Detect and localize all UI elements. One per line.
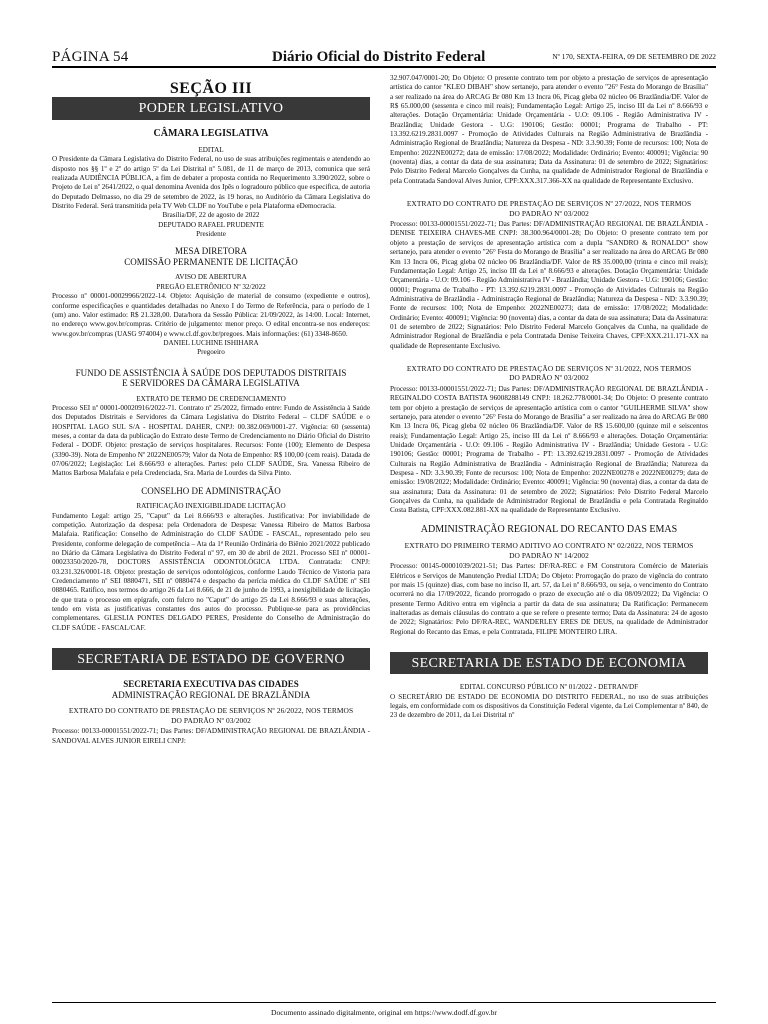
aviso-title: AVISO DE ABERTURA xyxy=(175,273,247,282)
aviso-signer: DANIEL LUCHINE ISHIHARA xyxy=(163,338,259,347)
heading-conselho: CONSELHO DE ADMINISTRAÇÃO xyxy=(141,485,281,496)
edital-signer: DEPUTADO RAFAEL PRUDENTE xyxy=(158,220,264,229)
ratificacao-body: Fundamento Legal: artigo 25, "Caput" da Lei 8.666/93 e alterações. Justificativa: Por inviabilidade de competição. Autorização da despesa: pela Ordenadora de Despesa: Vanessa Ribeiro de Mattos Barbosa Malafaia. Ratificação: Conselho de Administração do CLDF SAÚDE - FASCAL, representado pelo seu Presidente, conforme delegação de competência – Ata da 1ª Reunião Ordinária do Biênio 2021/2022 publicado no Diário da Câmara Legislativa do Distrito Federal nº 97, em 30 de abril de 2021. Processo SEI nº 00001-00023350/2020-78, DOCTORS ASSISTÊNCIA ODONTOLÓGICA LTDA. Contratada: CNPJ: 03.231.326/0001-18. Objeto: prestação de serviços odontológicos, conforme Laudo Técnico de Vistoria para Credenciamento nº SEI 0880471, SEI nº 0880474 e despacho da perícia médica do CLDF SAÚDE nº SEI 0880465. Ratifico, nos termos do artigo 26 da Lei 8.666, de 21 de junho de 1993, a inexigibilidade de licitação de que trata o processo em epígrafe, com fulcro no "Caput" do artigo 25 da Lei 8.666/93 e suas alterações, tendo em vista as justificativas constantes dos autos do processo. Publique-se para as providências complementares. GLESLIA PONTES DELGADO PERES, Presidente do Conselho de Administração do CLDF SAÚDE - FASCAL/CAF. xyxy=(52,511,370,632)
extrato-31-title: EXTRATO DO CONTRATO DE PRESTAÇÃO DE SERVIÇOS Nº 31/2022, NOS TERMOS DO PADRÃO Nº 03/2002 xyxy=(406,363,692,383)
edital-title: EDITAL xyxy=(198,146,224,155)
heading-camara: CÂMARA LEGISLATIVA xyxy=(153,127,269,139)
aviso-role: Pregoeiro xyxy=(197,348,225,357)
ratificacao-title: RATIFICAÇÃO INEXIGIBILIDADE LICITAÇÃO xyxy=(136,502,286,511)
heading-recanto-das-emas: ADMINISTRAÇÃO REGIONAL DO RECANTO DAS EMAS xyxy=(420,523,678,535)
page-header xyxy=(52,46,716,68)
extrato-26-continued: 32.907.047/0001-20; Do Objeto: O presente contrato tem por objeto a prestação de serviços de apresentação artística do cantor "KLEO DIBAH" show sertanejo, para atender o evento "26° Festa do Morango de Brasília" a ser realizado na área do ARCAG Br 080 Km 13 Incra 06, Picag gleba 02 núcleo 06 Brazlândia/DF. Valor de R$ 65.000,00 (sessenta e cinco mil reais); Fundamentação Legal: Artigo 25, inciso III da Lei nº 8.666/93 e alterações. Dotação Orçamentária: Unidade Orçamentária - U.O: 09.106 - Região Administrativa IV - Brazlândia; Unidade Gestora - U.G: 190106; Gestão: 00001; Programa de Trabalho - PT: 13.392.6219.2831.0097 - Promoção de Atividades Culturais na Região Administrativa de Brazlândia - Administração Regional de Brazlândia; Natureza da Despesa - ND: 3.3.90.39; Fonte de recursos: 100; Nota de Empenho: 2022NE00272; data de emissão: 17/08/2022; Modalidade: Ordinário; Evento: 400091; Vigência: 90 (noventa) dias, a contar da data de sua assinatura; Data da Assinatura: 01 de setembro de 2022; Signatários: Pelo Distrito Federal Marcelo Gonçalves da Cunha, na qualidade de Administrador Regional de Brazlândia e pela Contratada Sandoval Alves Junior, CPF:XXX.317.366-XX na qualidade de Representante Exclusivo. xyxy=(390,74,708,185)
section-bar-governo: SECRETARIA DE ESTADO DE GOVERNO xyxy=(52,648,370,670)
issue-info: Nº 170, SEXTA-FEIRA, 09 DE SETEMBRO DE 2022 xyxy=(552,52,716,61)
aviso-subtitle: PREGÃO ELETRÔNICO Nº 32/2022 xyxy=(156,282,266,291)
mesa-diretora: MESA DIRETORA xyxy=(174,246,248,257)
extrato-27-body: Processo: 00133-00001551/2022-71; Das Partes: DF/ADMINISTRAÇÃO REGIONAL DE BRAZLÂNDIA - DENISE TEIXEIRA CHAVES-ME CNPJ: 38.300.964/0001-28; Do Objeto: O presente contrato tem por objeto a prestação de serviços de apresentação artística com a dupla "SANDRO & RONALDO" show sertanejo, para atender o evento "26° Festa do Morango de Brasília" a ser realizado na área do ARCAG Br 080 Km 13 Incra 06, Picag gleba 02 núcleo 06 Brazlândia/DF. Valor de R$ 35.000,00 (trinta e cinco mil reais); Fundamentação Legal: Artigo 25, inciso III da Lei nº 8.666/93 e alterações. Dotação Orçamentária: Unidade Orçamentária - U.O: 09.106 - Região Administrativa IV - Brazlândia; Unidade Gestora - U.G: 190106; Gestão: 00001; Programa de Trabalho - PT: 13.392.6219.2831.0097 - Promoção de Atividades Culturais na Região Administrativa de Brazlândia - Administração Regional de Brazlândia; Natureza da Despesa - ND: 3.3.90.39; Fonte de recursos: 100; Nota de Empenho: 2022NE00273; data de emissão: 17/08/2022; Modalidade: Ordinário; Evento: 400091; Vigência: 90 (noventa) dias, a contar da data de sua assinatura; Data da Assinatura: 01 de setembro de 2022; Signatários: Pelo Distrito Federal Marcelo Gonçalves da Cunha, na qualidade de Administrador Regional de Brazlândia e pela Contratada Denise Teixeira Chaves, CPF:XXX.211.171-XX na qualidade de Representante Exclusivo. xyxy=(390,220,708,350)
section-bar-poder-legislativo: PODER LEGISLATIVO xyxy=(52,97,370,119)
heading-fundo: FUNDO DE ASSISTÊNCIA À SAÚDE DOS DEPUTADOS DISTRITAIS E SERVIDORES DA CÂMARA LEGISLATIVA xyxy=(75,367,347,389)
aviso-body: Processo nº 00001-00029966/2022-14. Objeto: Aquisição de material de consumo (expediente e outros), conforme especificações e quantidades detalhadas no Anexo I do Termo de Referência, para o período de 1 (um) ano. Valor estimado: R$ 21.328,00. Data/hora da Sessão Pública: 21/09/2022, às 14:00. Local: Internet, no endereço www.gov.br/compras. Critério de julgamento: menor preço. O edital encontra-se nos endereços: www.gov.br/compras (UASG 974004) e www.cl.df.gov.br/pregoes. Mais informações: (61) 3348-8650. xyxy=(52,292,370,338)
edital-concurso-title: EDITAL CONCURSO PÚBLICO Nº 01/2022 - DETRAN/DF xyxy=(459,683,639,692)
extrato-31-body: Processo: 00133-00001551/2022-71; Das Partes: DF/ADMINISTRAÇÃO REGIONAL DE BRAZLÂNDIA - REGINALDO COSTA BATISTA 96008288149 CNPJ: 18.262.778/0001-34; Do Objeto: O presente contrato tem por objeto a prestação de serviços de apresentação artística com o cantor "GUILHERME SILVA" show sertanejo, para atender o evento "26° Festa do Morango de Brasília" a ser realizado na área do ARCAG Br 080 Km 13 Incra 06, Picag gleba 02 núcleo 06 Brazlândia/DF. Valor de R$ 15.600,00 (quinze mil e seiscentos reais); Fundamentação Legal: Artigo 25, inciso III da Lei nº 8.666/93 e alterações. Dotação Orçamentária: Unidade Orçamentária - U.O: 09.106 - Região Administrativa IV - Brazlândia; Unidade Gestora - U.G: 190106; Gestão: 00001; Programa de Trabalho - PT: 13.392.6219.2831.0097 - Promoção de Atividades Culturais na Região Administrativa de Brazlândia - Administração Regional de Brazlândia; Natureza da Despesa - ND: 3.3.90.39; Fonte de recursos: 100; Nota de Empenho: 2022NE00278 e 2022NE00279; data de emissão: 19/08/2022; Modalidade: Ordinário; Evento: 400091; Vigência: 90 (noventa) dias, a contar da data de sua assinatura; Data da Assinatura: 01 de setembro de 2022; Signatários: Pelo Distrito Federal Marcelo Gonçalves da Cunha, na qualidade de Administrador Regional de Brazlândia e pela Contratada Reginaldo Costa Batista, CPF:XXX.082.881-XX na qualidade de Representante Exclusivo. xyxy=(390,384,708,515)
page-number: PÁGINA 54 xyxy=(52,49,129,65)
sec-exec-cidades: SECRETARIA EXECUTIVA DAS CIDADES xyxy=(123,679,299,690)
heading-mesa-diretora xyxy=(52,246,370,267)
edital-date: Brasília/DF, 22 de agosto de 2022 xyxy=(162,211,260,220)
journal-title: Diário Oficial do Distrito Federal xyxy=(272,49,486,65)
extrato-27-title: EXTRATO DO CONTRATO DE PRESTAÇÃO DE SERVIÇOS Nº 27/2022, NOS TERMOS DO PADRÃO Nº 03/2002 xyxy=(406,199,692,218)
left-column xyxy=(52,76,370,746)
extrato-26-body: Processo: 00133-00001551/2022-71; Das Partes: DF/ADMINISTRAÇÃO REGIONAL DE BRAZLÂNDIA - SANDOVAL ALVES JUNIOR EIRELI CNPJ: xyxy=(52,727,370,745)
credenciamento-body: Processo SEI nº 00001-00020916/2022-71. Contrato nº 25/2022, firmado entre: Fundo de Assistência à Saúde dos Deputados Distritais e Servidores da Câmara Legislativa do Distrito Federal – CLDF SAÚDE e o HOSPITAL LAGO SUL S/A - HOSPITAL DAHER, CNPJ: 00.382.069/0001-27. Vigência: 60 (sessenta) meses, a contar da data da publicação do Extrato deste Termo de Credenciamento no Diário Oficial do Distrito Federal - DODF. Objeto: prestação de serviços hospitalares. Recursos: Fonte (100); Elemento de Despesa (3390-39). Nota de Empenho Nº 2022NE00579; Valor da Nota de Empenho: R$ 100,00 (cem reais). Datada de 07/06/2022; Legislação: Lei 8.666/93 e alterações. Partes: pelo CLDF SAÚDE, Sra. Vanessa Ribeiro de Mattos Barbosa Malafaia e pela Credenciada, Sra. Maria de Lourdes da Silva Pinto. xyxy=(52,403,370,478)
admin-brazlandia: ADMINISTRAÇÃO REGIONAL DE BRAZLÂNDIA xyxy=(111,689,311,700)
section-title: SEÇÃO III xyxy=(169,80,253,97)
comissao-licitacao: COMISSÃO PERMANENTE DE LICITAÇÃO xyxy=(124,256,298,267)
section-bar-economia: SECRETARIA DE ESTADO DE ECONOMIA xyxy=(390,652,708,674)
edital-role: Presidente xyxy=(196,230,226,239)
page-footer: Documento assinado digitalmente, original em https://www.dodf.df.gov.br xyxy=(52,1002,716,1017)
extrato-26-title: EXTRATO DO CONTRATO DE PRESTAÇÃO DE SERVIÇOS Nº 26/2022, NOS TERMOS DO PADRÃO Nº 03/2002 xyxy=(68,706,354,725)
edital-body: O Presidente da Câmara Legislativa do Distrito Federal, no uso de suas atribuições regimentais e atendendo ao disposto nos §§ 1º e 2º do artigo 5º da Lei Distrital nº 5.081, de 11 de março de 2013, comunica que será realizada AUDIÊNCIA PÚBLICA, a fim de debater a proposta contida no Requerimento 3.390/2022, sobre o Projeto de Lei nº 2641/2022, o qual denomina Avenida dos Ipês o logradouro público que especifica, de autoria do Deputado Delmasso, no dia 29 de setembro de 2022, às 19 horas, no Auditório da Câmara Legislativa do Distrito Federal. Será transmitida pela TV Web CLDF no YouTube e pela Plataforma eDemocracia. xyxy=(52,155,370,211)
aditivo-title: EXTRATO DO PRIMEIRO TERMO ADITIVO AO CONTRATO Nº 02/2022, NOS TERMOS DO PADRÃO Nº 14/2002 xyxy=(404,541,694,560)
credenciamento-title: EXTRATO DE TERMO DE CREDENCIAMENTO xyxy=(136,394,286,403)
aditivo-body: Processo: 00145-00001039/2021-51; Das Partes: DF/RA-REC e FM Construtora Comércio de Materiais Elétricos e Serviços de Manutenção Predial LTDA; Do Objeto: Prorrogação do prazo de vigência do contrato por mais 15 (quinze) dias, com base no inciso II, art. 57, da Lei nº 8.666/93, ou seja, o vencimento do Contrato ocorrerá no dia 17/09/2022, ficando prorrogado o prazo de execução até o dia 08/09/2022; Da Vigência: O presente Termo Aditivo entra em vigência a partir da data de sua assinatura; Da Ratificação: Permanecem inalteradas as demais cláusulas do contrato a que se refere o presente termo; Data da Assinatura: 24 de agosto de 2022; Signatários: Pelo DF/RA-REC, WANDERLEY ERES DE DEUS, na qualidade de Administrador Regional do Recanto das Emas, e pela Contratada, FILIPE MONTEIRO LIRA. xyxy=(390,562,708,636)
edital-concurso-body: O SECRETÁRIO DE ESTADO DE ECONOMIA DO DISTRITO FEDERAL, no uso de suas atribuições legais, em conformidade com os dispositivos da Constituição Federal vigente, da Lei Complementar nº 840, de 23 de dezembro de 2011, da Lei Distrital nº xyxy=(390,692,708,720)
heading-secretaria-cidades xyxy=(52,679,370,700)
right-column xyxy=(390,74,708,721)
